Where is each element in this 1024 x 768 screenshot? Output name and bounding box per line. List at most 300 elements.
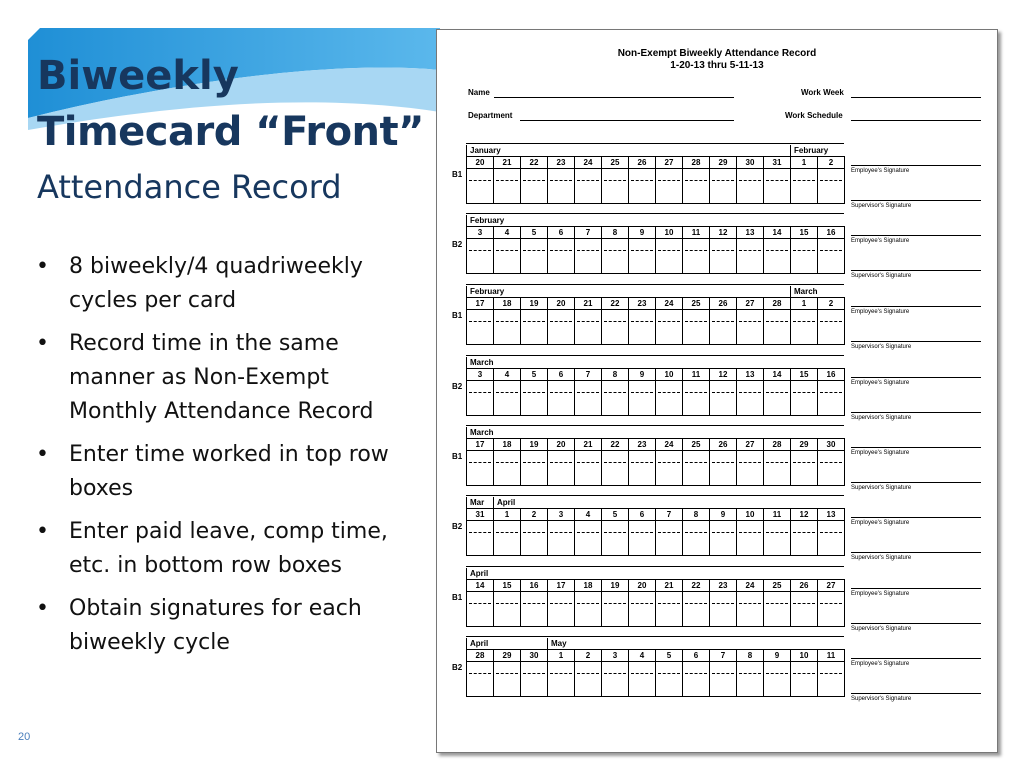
time-entry-box[interactable] xyxy=(629,238,656,274)
time-entry-box[interactable] xyxy=(764,380,791,416)
biweekly-block xyxy=(452,355,844,416)
dashed-divider xyxy=(658,250,680,251)
supervisor-signature-line[interactable] xyxy=(851,200,981,209)
dashed-divider xyxy=(469,673,491,674)
cycle-label: B2 xyxy=(452,522,463,531)
dashed-divider xyxy=(820,392,842,393)
day-number: 27 xyxy=(656,156,683,168)
dashed-divider xyxy=(685,392,707,393)
day-number: 14 xyxy=(764,368,791,380)
time-entry-box[interactable] xyxy=(548,380,575,416)
employee-signature-line[interactable] xyxy=(851,377,981,386)
time-entry-box[interactable] xyxy=(710,309,737,345)
day-number: 21 xyxy=(494,156,521,168)
dashed-divider xyxy=(469,462,491,463)
day-number: 10 xyxy=(656,226,683,238)
biweekly-block xyxy=(452,213,844,274)
time-entry-box[interactable] xyxy=(791,168,818,204)
time-entry-box[interactable] xyxy=(467,238,494,274)
supervisor-signature-label: Supervisor's Signature xyxy=(851,482,981,491)
time-entry-box[interactable] xyxy=(764,168,791,204)
dashed-divider xyxy=(685,250,707,251)
day-number: 18 xyxy=(575,579,602,591)
day-number: 11 xyxy=(818,649,845,661)
month-label: January xyxy=(466,145,501,156)
month-label: April xyxy=(466,568,488,579)
dashed-divider xyxy=(577,180,599,181)
dashed-divider xyxy=(766,673,788,674)
time-entry-box[interactable] xyxy=(791,309,818,345)
dashed-divider xyxy=(766,321,788,322)
dashed-divider xyxy=(766,603,788,604)
time-entry-box[interactable] xyxy=(737,450,764,486)
month-row xyxy=(466,213,844,226)
day-number: 25 xyxy=(683,438,710,450)
biweekly-block xyxy=(452,495,844,556)
dashed-divider xyxy=(604,321,626,322)
day-number: 28 xyxy=(683,156,710,168)
day-number: 5 xyxy=(602,508,629,520)
document-date-range: 1-20-13 thru 5-11-13 xyxy=(670,60,764,71)
time-entry-box[interactable] xyxy=(683,591,710,627)
day-number: 3 xyxy=(467,226,494,238)
dashed-divider xyxy=(604,250,626,251)
time-entry-box[interactable] xyxy=(602,661,629,697)
time-entry-box[interactable] xyxy=(575,520,602,556)
supervisor-signature-label: Supervisor's Signature xyxy=(851,200,981,209)
dashed-divider xyxy=(712,250,734,251)
day-number: 5 xyxy=(521,368,548,380)
time-entry-box[interactable] xyxy=(791,380,818,416)
time-entry-box[interactable] xyxy=(656,661,683,697)
dashed-divider xyxy=(793,180,815,181)
time-entry-box[interactable] xyxy=(629,380,656,416)
time-entry-box[interactable] xyxy=(575,591,602,627)
dashed-divider xyxy=(793,673,815,674)
dashed-divider xyxy=(793,250,815,251)
time-entry-box[interactable] xyxy=(791,450,818,486)
time-entry-box[interactable] xyxy=(764,661,791,697)
day-number: 22 xyxy=(602,438,629,450)
time-entry-box[interactable] xyxy=(602,168,629,204)
time-entry-box[interactable] xyxy=(521,309,548,345)
time-entry-box[interactable] xyxy=(683,238,710,274)
day-number: 6 xyxy=(548,226,575,238)
work-schedule-line[interactable] xyxy=(851,120,981,121)
dashed-divider xyxy=(631,462,653,463)
time-entry-box[interactable] xyxy=(683,450,710,486)
bullet-text: Record time in the same manner as Non-Exempt Monthly Attendance Record xyxy=(69,331,374,424)
dashed-divider xyxy=(496,462,518,463)
work-week-line[interactable] xyxy=(851,97,981,98)
day-number: 29 xyxy=(710,156,737,168)
month-label: February xyxy=(466,286,504,297)
supervisor-signature-line[interactable] xyxy=(851,341,981,350)
time-entry-box[interactable] xyxy=(683,661,710,697)
cycle-label: B2 xyxy=(452,240,463,249)
time-entry-box[interactable] xyxy=(575,450,602,486)
dashed-divider xyxy=(766,250,788,251)
day-number: 17 xyxy=(467,438,494,450)
day-number: 24 xyxy=(737,579,764,591)
dashed-divider xyxy=(739,392,761,393)
employee-signature-label: Employee's Signature xyxy=(851,165,981,174)
time-entry-box[interactable] xyxy=(683,168,710,204)
day-grid xyxy=(466,579,844,627)
dashed-divider xyxy=(469,250,491,251)
employee-signature-line[interactable] xyxy=(851,447,981,456)
dashed-divider xyxy=(550,180,572,181)
day-number: 22 xyxy=(683,579,710,591)
bullet-dot: • xyxy=(36,331,49,356)
document-title xyxy=(437,48,997,72)
time-entry-box[interactable] xyxy=(764,591,791,627)
time-entry-box[interactable] xyxy=(467,168,494,204)
dashed-divider xyxy=(631,392,653,393)
day-number: 27 xyxy=(737,438,764,450)
dashed-divider xyxy=(496,673,518,674)
day-number: 1 xyxy=(791,297,818,309)
time-entry-box[interactable] xyxy=(656,238,683,274)
time-entry-box[interactable] xyxy=(656,380,683,416)
day-number: 19 xyxy=(602,579,629,591)
supervisor-signature-line[interactable] xyxy=(851,693,981,702)
time-entry-box[interactable] xyxy=(467,450,494,486)
time-entry-box[interactable] xyxy=(494,520,521,556)
bullet-dot: • xyxy=(36,596,49,621)
slide-title xyxy=(37,48,424,160)
dashed-divider xyxy=(685,180,707,181)
time-entry-box[interactable] xyxy=(764,450,791,486)
time-entry-box[interactable] xyxy=(710,450,737,486)
day-number: 27 xyxy=(737,297,764,309)
slide-number: 20 xyxy=(18,731,31,743)
time-entry-box[interactable] xyxy=(629,309,656,345)
dashed-divider xyxy=(712,321,734,322)
day-number: 30 xyxy=(818,438,845,450)
time-entry-box[interactable] xyxy=(629,661,656,697)
day-number: 26 xyxy=(710,438,737,450)
time-entry-box[interactable] xyxy=(521,450,548,486)
day-number: 6 xyxy=(683,649,710,661)
day-number: 20 xyxy=(467,156,494,168)
dashed-divider xyxy=(820,603,842,604)
time-entry-box[interactable] xyxy=(629,450,656,486)
time-entry-box[interactable] xyxy=(629,168,656,204)
dashed-divider xyxy=(604,392,626,393)
month-row xyxy=(466,495,844,508)
time-entry-box[interactable] xyxy=(683,520,710,556)
day-number: 12 xyxy=(710,226,737,238)
day-number: 9 xyxy=(629,368,656,380)
day-grid xyxy=(466,508,844,556)
dashed-divider xyxy=(523,673,545,674)
time-entry-box[interactable] xyxy=(494,661,521,697)
employee-signature-label: Employee's Signature xyxy=(851,377,981,386)
employee-signature-line[interactable] xyxy=(851,658,981,667)
time-entry-box[interactable] xyxy=(467,380,494,416)
department-label: Department xyxy=(468,111,513,120)
time-entry-box[interactable] xyxy=(494,380,521,416)
dashed-divider xyxy=(523,603,545,604)
time-entry-box[interactable] xyxy=(602,309,629,345)
dashed-divider xyxy=(766,532,788,533)
cycle-label: B1 xyxy=(452,593,463,602)
bullet-dot: • xyxy=(36,254,49,279)
dashed-divider xyxy=(523,462,545,463)
department-line[interactable] xyxy=(520,120,734,121)
dashed-divider xyxy=(685,462,707,463)
dashed-divider xyxy=(793,321,815,322)
dashed-divider xyxy=(631,250,653,251)
day-number: 11 xyxy=(683,368,710,380)
dashed-divider xyxy=(604,603,626,604)
time-entry-box[interactable] xyxy=(818,309,845,345)
bullet-list xyxy=(32,250,402,669)
time-entry-box[interactable] xyxy=(494,238,521,274)
bullet-text: Obtain signatures for each biweekly cycle xyxy=(69,596,362,655)
dashed-divider xyxy=(820,673,842,674)
day-number: 16 xyxy=(818,368,845,380)
day-number: 17 xyxy=(467,297,494,309)
time-entry-box[interactable] xyxy=(737,591,764,627)
time-entry-box[interactable] xyxy=(521,238,548,274)
supervisor-signature-label: Supervisor's Signature xyxy=(851,552,981,561)
time-entry-box[interactable] xyxy=(548,309,575,345)
dashed-divider xyxy=(631,603,653,604)
month-label: March xyxy=(466,427,494,438)
day-number: 2 xyxy=(521,508,548,520)
day-number: 2 xyxy=(818,297,845,309)
day-number: 3 xyxy=(467,368,494,380)
dashed-divider xyxy=(631,532,653,533)
dashed-divider xyxy=(658,462,680,463)
day-number: 13 xyxy=(737,226,764,238)
time-entry-box[interactable] xyxy=(791,238,818,274)
time-entry-box[interactable] xyxy=(737,520,764,556)
time-entry-box[interactable] xyxy=(521,380,548,416)
month-label: February xyxy=(466,215,504,226)
day-number: 29 xyxy=(791,438,818,450)
day-number: 20 xyxy=(548,297,575,309)
time-entry-box[interactable] xyxy=(737,238,764,274)
time-entry-box[interactable] xyxy=(791,520,818,556)
day-number: 10 xyxy=(791,649,818,661)
time-entry-box[interactable] xyxy=(710,520,737,556)
day-number: 9 xyxy=(710,508,737,520)
time-entry-box[interactable] xyxy=(764,309,791,345)
dashed-divider xyxy=(820,532,842,533)
day-number: 18 xyxy=(494,297,521,309)
time-entry-box[interactable] xyxy=(656,168,683,204)
time-entry-box[interactable] xyxy=(683,309,710,345)
day-number: 10 xyxy=(656,368,683,380)
employee-signature-line[interactable] xyxy=(851,306,981,315)
slide-subtitle: Attendance Record xyxy=(37,168,342,206)
dashed-divider xyxy=(658,321,680,322)
day-number: 10 xyxy=(737,508,764,520)
time-entry-box[interactable] xyxy=(737,309,764,345)
employee-signature-line[interactable] xyxy=(851,235,981,244)
supervisor-signature-label: Supervisor's Signature xyxy=(851,623,981,632)
supervisor-signature-label: Supervisor's Signature xyxy=(851,341,981,350)
day-number: 4 xyxy=(629,649,656,661)
dashed-divider xyxy=(604,462,626,463)
dashed-divider xyxy=(631,180,653,181)
dashed-divider xyxy=(496,532,518,533)
time-entry-box[interactable] xyxy=(494,309,521,345)
dashed-divider xyxy=(712,532,734,533)
time-entry-box[interactable] xyxy=(818,591,845,627)
day-number: 31 xyxy=(467,508,494,520)
time-entry-box[interactable] xyxy=(575,380,602,416)
dashed-divider xyxy=(469,321,491,322)
biweekly-block xyxy=(452,566,844,627)
time-entry-box[interactable] xyxy=(602,591,629,627)
time-entry-box[interactable] xyxy=(494,168,521,204)
month-label: May xyxy=(547,638,567,649)
time-entry-box[interactable] xyxy=(818,450,845,486)
day-number: 2 xyxy=(818,156,845,168)
day-number: 24 xyxy=(656,438,683,450)
time-entry-box[interactable] xyxy=(656,309,683,345)
time-entry-box[interactable] xyxy=(494,591,521,627)
time-entry-box[interactable] xyxy=(548,520,575,556)
time-entry-box[interactable] xyxy=(521,591,548,627)
dashed-divider xyxy=(631,321,653,322)
dashed-divider xyxy=(469,603,491,604)
day-number: 25 xyxy=(764,579,791,591)
time-entry-box[interactable] xyxy=(575,238,602,274)
dashed-divider xyxy=(496,250,518,251)
biweekly-block xyxy=(452,284,844,345)
employee-signature-line[interactable] xyxy=(851,165,981,174)
dashed-divider xyxy=(604,180,626,181)
day-number: 3 xyxy=(602,649,629,661)
dashed-divider xyxy=(577,321,599,322)
time-entry-box[interactable] xyxy=(764,520,791,556)
time-entry-box[interactable] xyxy=(818,168,845,204)
time-entry-box[interactable] xyxy=(737,380,764,416)
dashed-divider xyxy=(766,180,788,181)
dashed-divider xyxy=(712,673,734,674)
dashed-divider xyxy=(469,180,491,181)
supervisor-signature-line[interactable] xyxy=(851,270,981,279)
supervisor-signature-line[interactable] xyxy=(851,412,981,421)
time-entry-box[interactable] xyxy=(548,168,575,204)
time-entry-box[interactable] xyxy=(656,520,683,556)
time-entry-box[interactable] xyxy=(656,450,683,486)
time-entry-box[interactable] xyxy=(737,661,764,697)
time-entry-box[interactable] xyxy=(764,238,791,274)
time-entry-box[interactable] xyxy=(575,168,602,204)
time-entry-box[interactable] xyxy=(521,520,548,556)
supervisor-signature-line[interactable] xyxy=(851,482,981,491)
time-entry-box[interactable] xyxy=(629,591,656,627)
employee-signature-label: Employee's Signature xyxy=(851,658,981,667)
time-entry-box[interactable] xyxy=(737,168,764,204)
time-entry-box[interactable] xyxy=(548,591,575,627)
dashed-divider xyxy=(793,462,815,463)
day-number: 22 xyxy=(521,156,548,168)
time-entry-box[interactable] xyxy=(467,591,494,627)
time-entry-box[interactable] xyxy=(656,591,683,627)
time-entry-box[interactable] xyxy=(818,380,845,416)
time-entry-box[interactable] xyxy=(710,168,737,204)
time-entry-box[interactable] xyxy=(521,168,548,204)
time-entry-box[interactable] xyxy=(575,661,602,697)
day-grid xyxy=(466,649,844,697)
dashed-divider xyxy=(496,392,518,393)
dashed-divider xyxy=(820,250,842,251)
day-number: 4 xyxy=(494,368,521,380)
employee-signature-line[interactable] xyxy=(851,517,981,526)
time-entry-box[interactable] xyxy=(818,238,845,274)
employee-signature-label: Employee's Signature xyxy=(851,447,981,456)
day-number: 1 xyxy=(791,156,818,168)
day-grid xyxy=(466,368,844,416)
time-entry-box[interactable] xyxy=(683,380,710,416)
time-entry-box[interactable] xyxy=(710,591,737,627)
bullet-text: 8 biweekly/4 quadriweekly cycles per card xyxy=(69,254,363,313)
month-row xyxy=(466,636,844,649)
time-entry-box[interactable] xyxy=(467,309,494,345)
supervisor-signature-line[interactable] xyxy=(851,552,981,561)
day-number: 13 xyxy=(818,508,845,520)
time-entry-box[interactable] xyxy=(548,661,575,697)
dashed-divider xyxy=(658,673,680,674)
employee-signature-line[interactable] xyxy=(851,588,981,597)
dashed-divider xyxy=(523,180,545,181)
title-line-1: Biweekly xyxy=(37,53,239,99)
time-entry-box[interactable] xyxy=(548,450,575,486)
time-entry-box[interactable] xyxy=(818,661,845,697)
time-entry-box[interactable] xyxy=(791,591,818,627)
time-entry-box[interactable] xyxy=(602,380,629,416)
day-number: 7 xyxy=(710,649,737,661)
day-number: 1 xyxy=(548,649,575,661)
name-line[interactable] xyxy=(494,97,734,98)
day-number: 1 xyxy=(494,508,521,520)
month-row xyxy=(466,284,844,297)
time-entry-box[interactable] xyxy=(602,238,629,274)
time-entry-box[interactable] xyxy=(602,450,629,486)
time-entry-box[interactable] xyxy=(602,520,629,556)
time-entry-box[interactable] xyxy=(710,661,737,697)
time-entry-box[interactable] xyxy=(575,309,602,345)
time-entry-box[interactable] xyxy=(467,520,494,556)
time-entry-box[interactable] xyxy=(494,450,521,486)
time-entry-box[interactable] xyxy=(710,238,737,274)
bullet-item xyxy=(32,250,402,318)
dashed-divider xyxy=(712,392,734,393)
dashed-divider xyxy=(550,462,572,463)
time-entry-box[interactable] xyxy=(467,661,494,697)
time-entry-box[interactable] xyxy=(521,661,548,697)
day-number: 6 xyxy=(548,368,575,380)
time-entry-box[interactable] xyxy=(548,238,575,274)
time-entry-box[interactable] xyxy=(629,520,656,556)
day-number: 2 xyxy=(575,649,602,661)
supervisor-signature-line[interactable] xyxy=(851,623,981,632)
time-entry-box[interactable] xyxy=(710,380,737,416)
dashed-divider xyxy=(712,603,734,604)
day-number: 28 xyxy=(764,438,791,450)
day-number: 8 xyxy=(602,226,629,238)
day-number: 14 xyxy=(467,579,494,591)
time-entry-box[interactable] xyxy=(791,661,818,697)
time-entry-box[interactable] xyxy=(818,520,845,556)
